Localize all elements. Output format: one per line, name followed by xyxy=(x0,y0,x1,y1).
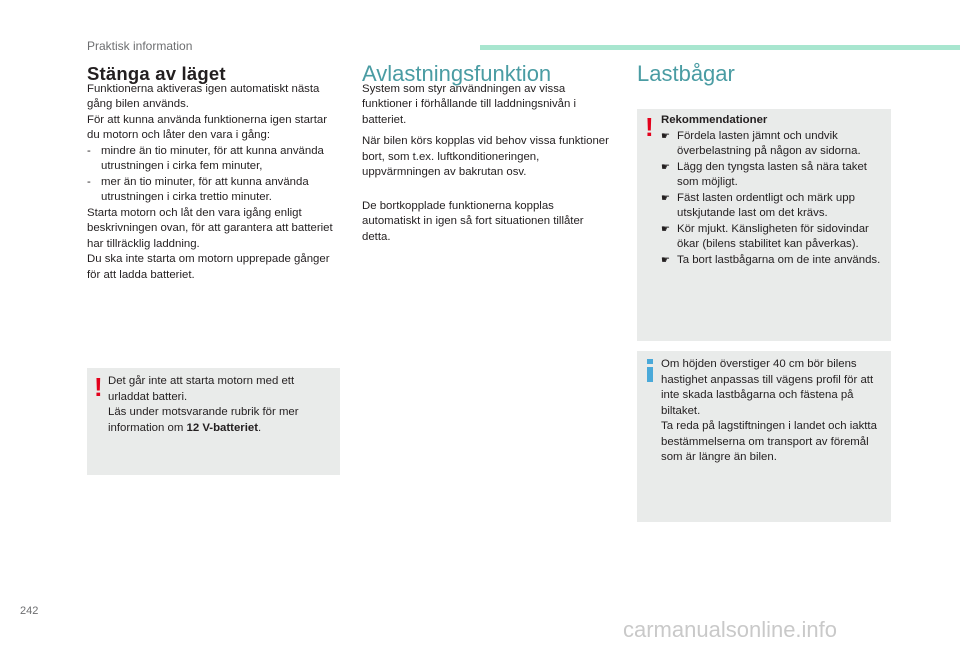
list-item xyxy=(661,222,887,253)
heading-stanga-av-laget: Stänga av läget xyxy=(87,63,226,84)
paragraph: När bilen körs kopplas vid behov vissa funktioner bort, som t.ex. luftkonditioneringen, uppvärmningen av bakrutan osv. xyxy=(362,135,609,178)
watermark: carmanualsonline.info xyxy=(623,617,838,642)
bullet-marker: ☛ xyxy=(661,161,670,173)
bullet-marker: ☛ xyxy=(661,254,670,266)
column-avlastningsfunktion xyxy=(362,61,612,245)
warning-exclamation-icon: ! xyxy=(645,112,654,142)
dash-marker: - xyxy=(87,144,91,157)
recommendations-title-text: Rekommendationer xyxy=(661,114,768,126)
paragraph: Starta motorn och låt den vara igång enligt beskrivningen ovan, för att garantera att batteriet har tillräcklig laddning. xyxy=(87,206,333,250)
recommendations-box xyxy=(637,109,891,341)
list-item-text: Fördela lasten jämnt och undvik överbelastning på någon av sidorna. xyxy=(677,129,861,157)
paragraph: För att kunna använda funktionerna igen startar du motorn och låter den vara i gång: xyxy=(87,113,327,141)
column-stanga-av-laget xyxy=(87,63,342,283)
warning-box-battery xyxy=(87,368,340,475)
info-text xyxy=(661,357,887,466)
paragraph: De bortkopplade funktionerna kopplas automatiskt in igen så fort situationen tillåter detta. xyxy=(362,199,584,243)
recommendations-title xyxy=(661,113,887,129)
list-item-text: Fäst lasten ordentligt och märk upp utskjutande last om det krävs. xyxy=(677,191,855,219)
paragraph: System som styr användningen av vissa funktioner i förhållande till laddningsnivån i batteriet. xyxy=(362,82,577,126)
heading-lastbagar: Lastbågar xyxy=(637,61,735,86)
info-paragraph: Om höjden överstiger 40 cm bör bilens hastighet anpassas till vägens profil för att inte skada lastbågarna och fästena på biltaket. xyxy=(661,358,874,417)
list-item xyxy=(661,129,887,160)
paragraph: Funktionerna aktiveras igen automatiskt nästa gång bilen används. xyxy=(87,82,320,110)
list-item xyxy=(661,253,887,269)
warning-text xyxy=(108,374,333,436)
info-icon xyxy=(647,359,653,383)
bullet-marker: ☛ xyxy=(661,192,670,204)
recommendations-text xyxy=(661,113,887,268)
list-item xyxy=(87,175,342,206)
list-item-text: mindre än tio minuter, för att kunna använda utrustningen i cirka fem minuter, xyxy=(101,144,324,172)
bullet-marker: ☛ xyxy=(661,130,670,142)
list-item xyxy=(661,160,887,191)
list-item-text: Lägg den tyngsta lasten så nära taket som möjligt. xyxy=(677,160,867,188)
info-paragraph: Ta reda på lagstiftningen i landet och iaktta bestämmelserna om transport av föremål som är längre än bilen. xyxy=(661,420,877,463)
warning-line-prefix: Läs under motsvarande rubrik för mer information om xyxy=(108,406,299,434)
warning-line: Det går inte att starta motorn med ett urladdat batteri. xyxy=(108,375,295,403)
list-item-text: Kör mjukt. Känsligheten för sidovindar ökar (bilens stabilitet kan påverkas). xyxy=(677,222,869,250)
column-lastbagar xyxy=(637,61,892,86)
warning-line xyxy=(108,405,333,436)
warning-exclamation-icon: ! xyxy=(94,372,103,402)
warning-line-suffix: . xyxy=(258,421,262,434)
dash-marker: - xyxy=(87,175,91,188)
info-box-roof-load xyxy=(637,351,891,522)
header-accent-bar xyxy=(480,45,960,50)
list-item xyxy=(87,144,342,175)
section-label: Praktisk information xyxy=(87,39,193,53)
list-item xyxy=(661,191,887,222)
list-item-text: mer än tio minuter, för att kunna använda utrustningen i cirka trettio minuter. xyxy=(101,175,309,203)
heading-avlastningsfunktion: Avlastningsfunktion xyxy=(362,61,552,86)
paragraph: Du ska inte starta om motorn upprepade gånger för att ladda batteriet. xyxy=(87,253,330,281)
bullet-marker: ☛ xyxy=(661,223,670,235)
battery-reference: 12 V-batteriet xyxy=(186,421,259,434)
list-item-text: Ta bort lastbågarna om de inte används. xyxy=(677,253,881,266)
page-number: 242 xyxy=(20,605,39,617)
